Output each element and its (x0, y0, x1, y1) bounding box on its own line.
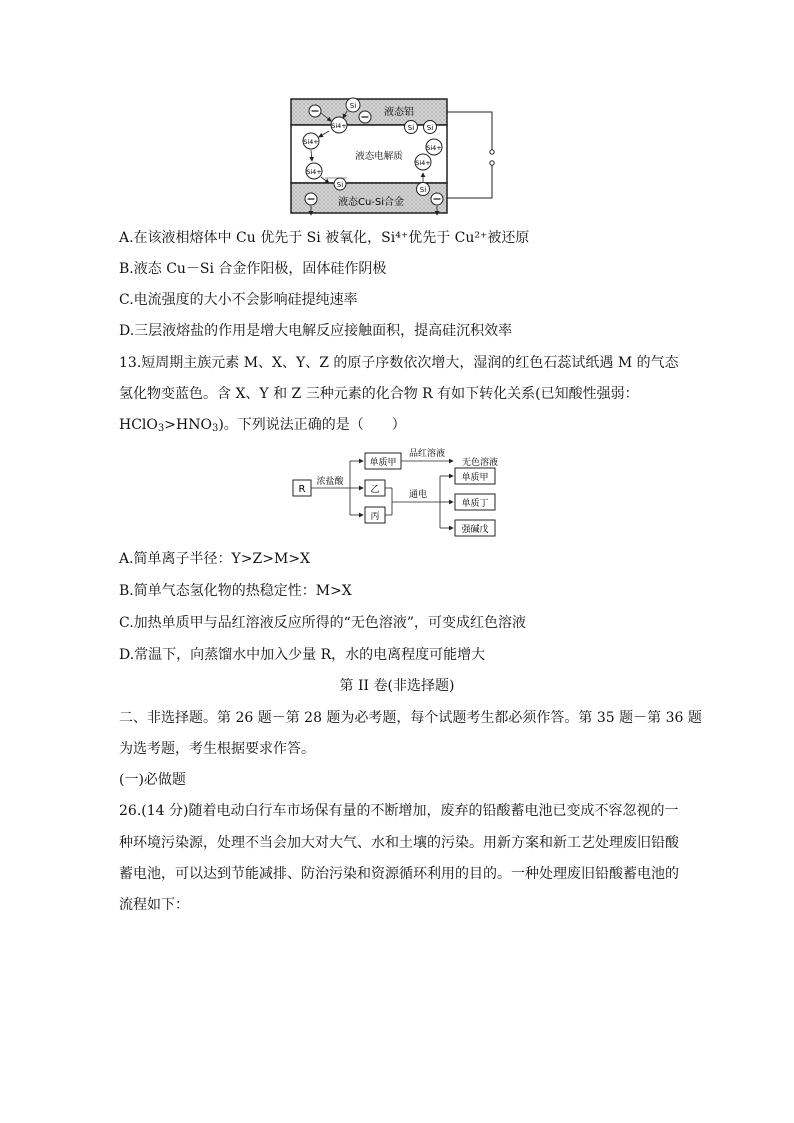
si4-ion-label: Si4+ (426, 144, 442, 152)
si-atom-label: Si (407, 124, 415, 132)
product-jia-label: 单质甲 (461, 473, 489, 483)
q13-option-b: B.简单气态氢化物的热稳定性：M>X (119, 583, 352, 599)
si-atom-label: Si (419, 186, 427, 194)
q26-line4: 流程如下： (119, 897, 189, 913)
q26-line1: 26.(14 分)随着电动白行车市场保有量的不断增加，废弃的铅酸蓄电池已变成不容忽视的一 (119, 803, 679, 819)
si4-ion-label: Si4+ (306, 168, 322, 176)
q13-stem-line2: 氢化物变蓝色。含 X、Y 和 Z 三种元素的化合物 R 有如下转化关系(已知酸性强弱： (119, 386, 639, 402)
q12-option-d: D.三层液熔盐的作用是增大电解反应接触面积，提高硅沉积效率 (119, 323, 513, 339)
transformation-flow-figure (290, 447, 520, 537)
product-wu-label: 强碱戊 (461, 525, 489, 535)
q26-line2: 种环境污染源，处理不当会加大对大气、水和土壤的污染。用新方案和新工艺处理废旧铅酸 (119, 835, 679, 851)
q12-option-c: C.电流强度的大小不会影响硅提纯速率 (119, 292, 358, 308)
si-atom-label: Si (426, 124, 434, 132)
liquid-aluminum-label: 液态铝 (384, 107, 414, 118)
q13-option-d: D.常温下，向蒸馏水中加入少量 R，水的电离程度可能增大 (119, 647, 486, 663)
electrolysis-label: 通电 (408, 490, 428, 500)
compound-bing-label: 丙 (370, 512, 380, 522)
si4-ion-label: Si4+ (303, 138, 319, 146)
fuchsin-solution-label: 品红溶液 (408, 449, 446, 459)
si-atom-label: Si (349, 102, 357, 110)
q12-option-a: A.在该液相熔体中 Cu 优先于 Si 被氧化，Si⁴⁺优先于 Cu²⁺被还原 (119, 230, 530, 246)
compound-yi-label: 乙 (370, 485, 380, 495)
compound-r-label: R (298, 484, 306, 495)
section-title: 第 II 卷(非选择题) (339, 678, 455, 694)
q13-stem-line1: 13.短周期主族元素 M、X、Y、Z 的原子序数依次增大，湿润的红色石蕊试纸遇 M 的气态 (119, 355, 679, 371)
required-heading: (一)必做题 (119, 772, 186, 788)
q13-option-c: C.加热单质甲与品红溶液反应所得的“无色溶液”，可变成红色溶液 (119, 615, 526, 631)
element-jia-label: 单质甲 (369, 458, 397, 468)
colorless-solution-label: 无色溶液 (461, 458, 499, 468)
q12-option-b: B.液态 Cu－Si 合金作阳极，固体硅作阴极 (119, 261, 387, 277)
si4-ion-label: Si4+ (415, 159, 431, 167)
liquid-electrolyte-label: 液态电解质 (355, 151, 403, 162)
section-intro-line2: 为选考题，考生根据要求作答。 (119, 741, 315, 757)
section-intro-line1: 二、非选择题。第 26 题－第 28 题为必考题，每个试题考生都必须作答。第 35 题－第 36 题 (119, 710, 702, 726)
q13-option-a: A.简单离子半径：Y>Z>M>X (119, 551, 311, 567)
liquid-cu-si-label: 液态Cu-Si合金 (337, 197, 405, 208)
q13-stem-line3: $HClO_3>HNO_3$)。下列说法正确的是（ ） (119, 417, 406, 434)
conc-hcl-label: 浓盐酸 (316, 477, 344, 487)
q26-line3: 蓄电池，可以达到节能减排、防治污染和资源循环利用的目的。一种处理废旧铅酸蓄电池的 (119, 866, 679, 882)
product-ding-label: 单质丁 (461, 499, 489, 509)
si-atom-label: Si (336, 181, 344, 189)
electrolysis-cell-figure (287, 95, 507, 220)
si4-ion-label: Si4+ (331, 122, 347, 130)
